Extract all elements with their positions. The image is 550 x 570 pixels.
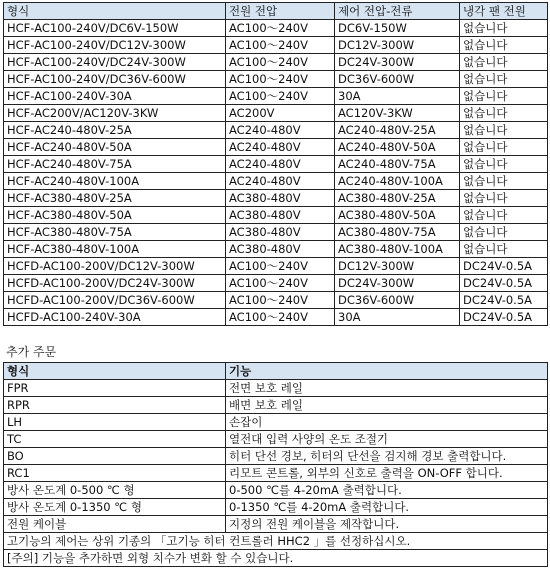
cell-cooling-fan-power: 없습니다 (460, 88, 548, 105)
option-function: 열전대 입력 사양의 온도 조절기 (226, 431, 548, 448)
table-row (4, 275, 548, 292)
cell-model: HCF-AC380-480V-25A (4, 190, 226, 207)
cell-control-voltage-current: AC240-480V-50A (335, 139, 460, 156)
options-section-title: 추가 주문 (6, 345, 57, 359)
cell-model: HCFD-AC100-200V/DC36V-600W (4, 292, 226, 309)
cell-cooling-fan-power: DC24V-0.5A (460, 292, 548, 309)
cell-cooling-fan-power: 없습니다 (460, 207, 548, 224)
cell-control-voltage-current: AC380-480V-50A (335, 207, 460, 224)
model-spec-table (3, 2, 548, 326)
options-note: [주의] 기능을 추가하면 외형 치수가 변화 할 수 있습니다. (4, 550, 548, 567)
option-model: 방사 온도계 0-500 ℃ 형 (4, 482, 226, 499)
cell-model: HCF-AC240-480V-50A (4, 139, 226, 156)
table-header-row (4, 3, 548, 20)
options-header-model: 형식 (4, 363, 226, 380)
cell-model: HCF-AC100-240V-30A (4, 88, 226, 105)
cell-model: HCFD-AC100-240V-30A (4, 309, 226, 326)
cell-power-voltage: AC200V (226, 105, 335, 122)
option-function: 전면 보호 레일 (226, 380, 548, 397)
table-row (4, 224, 548, 241)
table-row (4, 241, 548, 258)
options-header-function: 기능 (226, 363, 548, 380)
cell-cooling-fan-power: DC24V-0.5A (460, 309, 548, 326)
cell-cooling-fan-power: 없습니다 (460, 37, 548, 54)
table-row (4, 105, 548, 122)
cell-model: HCF-AC100-240V/DC12V-300W (4, 37, 226, 54)
cell-control-voltage-current: 30A (335, 309, 460, 326)
cell-model: HCF-AC100-240V/DC24V-300W (4, 54, 226, 71)
cell-power-voltage: AC240-480V (226, 156, 335, 173)
table-row (4, 37, 548, 54)
option-model: TC (4, 431, 226, 448)
cell-control-voltage-current: AC240-480V-100A (335, 173, 460, 190)
cell-cooling-fan-power: 없습니다 (460, 71, 548, 88)
cell-power-voltage: AC100～240V (226, 258, 335, 275)
cell-cooling-fan-power: DC24V-0.5A (460, 275, 548, 292)
options-row (4, 397, 548, 414)
cell-power-voltage: AC240-480V (226, 139, 335, 156)
options-row (4, 516, 548, 533)
option-function: 0-500 ℃를 4-20mA 출력합니다. (226, 482, 548, 499)
cell-control-voltage-current: 30A (335, 88, 460, 105)
options-note: 고기능의 제어는 상위 기종의 「고기능 히터 컨트롤러 HHC2 」를 선정하십시오. (4, 533, 548, 550)
cell-model: HCF-AC380-480V-100A (4, 241, 226, 258)
cell-cooling-fan-power: DC24V-0.5A (460, 258, 548, 275)
header-model: 형식 (4, 3, 226, 20)
options-note-row (4, 550, 548, 567)
option-model: RPR (4, 397, 226, 414)
cell-control-voltage-current: DC6V-150W (335, 20, 460, 37)
option-model: LH (4, 414, 226, 431)
table-row (4, 258, 548, 275)
table-row (4, 292, 548, 309)
cell-cooling-fan-power: 없습니다 (460, 54, 548, 71)
table-row (4, 207, 548, 224)
cell-model: HCF-AC240-480V-25A (4, 122, 226, 139)
cell-power-voltage: AC100～240V (226, 292, 335, 309)
cell-model: HCF-AC240-480V-100A (4, 173, 226, 190)
model-table-body (4, 20, 548, 326)
cell-model: HCF-AC100-240V/DC36V-600W (4, 71, 226, 88)
option-model: 방사 온도계 0-1350 ℃ 형 (4, 499, 226, 516)
cell-power-voltage: AC240-480V (226, 122, 335, 139)
cell-cooling-fan-power: 없습니다 (460, 122, 548, 139)
cell-control-voltage-current: AC240-480V-75A (335, 156, 460, 173)
option-function: 손잡이 (226, 414, 548, 431)
table-row (4, 54, 548, 71)
cell-power-voltage: AC100～240V (226, 20, 335, 37)
cell-cooling-fan-power: 없습니다 (460, 139, 548, 156)
cell-control-voltage-current: DC36V-600W (335, 71, 460, 88)
table-row (4, 173, 548, 190)
options-row (4, 465, 548, 482)
cell-power-voltage: AC380-480V (226, 224, 335, 241)
cell-control-voltage-current: AC380-480V-75A (335, 224, 460, 241)
cell-control-voltage-current: DC24V-300W (335, 54, 460, 71)
table-row (4, 309, 548, 326)
table-row (4, 156, 548, 173)
cell-power-voltage: AC380-480V (226, 190, 335, 207)
cell-control-voltage-current: AC380-480V-25A (335, 190, 460, 207)
cell-control-voltage-current: DC12V-300W (335, 37, 460, 54)
option-model: BO (4, 448, 226, 465)
cell-control-voltage-current: DC36V-600W (335, 292, 460, 309)
options-row (4, 414, 548, 431)
option-model: RC1 (4, 465, 226, 482)
cell-cooling-fan-power: 없습니다 (460, 241, 548, 258)
options-row (4, 448, 548, 465)
options-row (4, 499, 548, 516)
cell-model: HCF-AC380-480V-50A (4, 207, 226, 224)
options-row (4, 431, 548, 448)
cell-control-voltage-current: AC120V-3KW (335, 105, 460, 122)
options-row (4, 482, 548, 499)
cell-model: HCF-AC240-480V-75A (4, 156, 226, 173)
options-table (3, 362, 548, 567)
cell-cooling-fan-power: 없습니다 (460, 105, 548, 122)
header-control-voltage-current: 제어 전압-전류 (335, 3, 460, 20)
option-function: 0-1350 ℃를 4-20mA 출력합니다. (226, 499, 548, 516)
table-row (4, 20, 548, 37)
cell-control-voltage-current: DC24V-300W (335, 275, 460, 292)
option-function: 배면 보호 레일 (226, 397, 548, 414)
options-table-body (4, 380, 548, 567)
table-row (4, 122, 548, 139)
cell-control-voltage-current: AC240-480V-25A (335, 122, 460, 139)
cell-cooling-fan-power: 없습니다 (460, 20, 548, 37)
option-model: FPR (4, 380, 226, 397)
cell-control-voltage-current: DC12V-300W (335, 258, 460, 275)
options-row (4, 380, 548, 397)
cell-model: HCFD-AC100-200V/DC12V-300W (4, 258, 226, 275)
option-model: 전원 케이블 (4, 516, 226, 533)
cell-model: HCFD-AC100-200V/DC24V-300W (4, 275, 226, 292)
options-header-row (4, 363, 548, 380)
table-row (4, 139, 548, 156)
cell-power-voltage: AC100～240V (226, 37, 335, 54)
cell-model: HCF-AC200V/AC120V-3KW (4, 105, 226, 122)
cell-power-voltage: AC240-480V (226, 173, 335, 190)
cell-power-voltage: AC380-480V (226, 207, 335, 224)
cell-control-voltage-current: AC380-480V-100A (335, 241, 460, 258)
header-power-voltage: 전원 전압 (226, 3, 335, 20)
cell-cooling-fan-power: 없습니다 (460, 190, 548, 207)
cell-model: HCF-AC380-480V-75A (4, 224, 226, 241)
cell-cooling-fan-power: 없습니다 (460, 173, 548, 190)
table-row (4, 71, 548, 88)
option-function: 지정의 전원 케이블을 제작합니다. (226, 516, 548, 533)
options-note-row (4, 533, 548, 550)
table-row (4, 190, 548, 207)
cell-model: HCF-AC100-240V/DC6V-150W (4, 20, 226, 37)
cell-power-voltage: AC100～240V (226, 309, 335, 326)
cell-power-voltage: AC100～240V (226, 275, 335, 292)
option-function: 히터 단선 경보, 히터의 단선을 검지해 경보 출력합니다. (226, 448, 548, 465)
header-cooling-fan-power: 냉각 팬 전원 (460, 3, 548, 20)
option-function: 리모트 콘트롤, 외부의 신호로 출력을 ON-OFF 합니다. (226, 465, 548, 482)
cell-power-voltage: AC100～240V (226, 88, 335, 105)
cell-power-voltage: AC100～240V (226, 71, 335, 88)
table-row (4, 88, 548, 105)
cell-power-voltage: AC380-480V (226, 241, 335, 258)
cell-cooling-fan-power: 없습니다 (460, 224, 548, 241)
cell-cooling-fan-power: 없습니다 (460, 156, 548, 173)
cell-power-voltage: AC100～240V (226, 54, 335, 71)
